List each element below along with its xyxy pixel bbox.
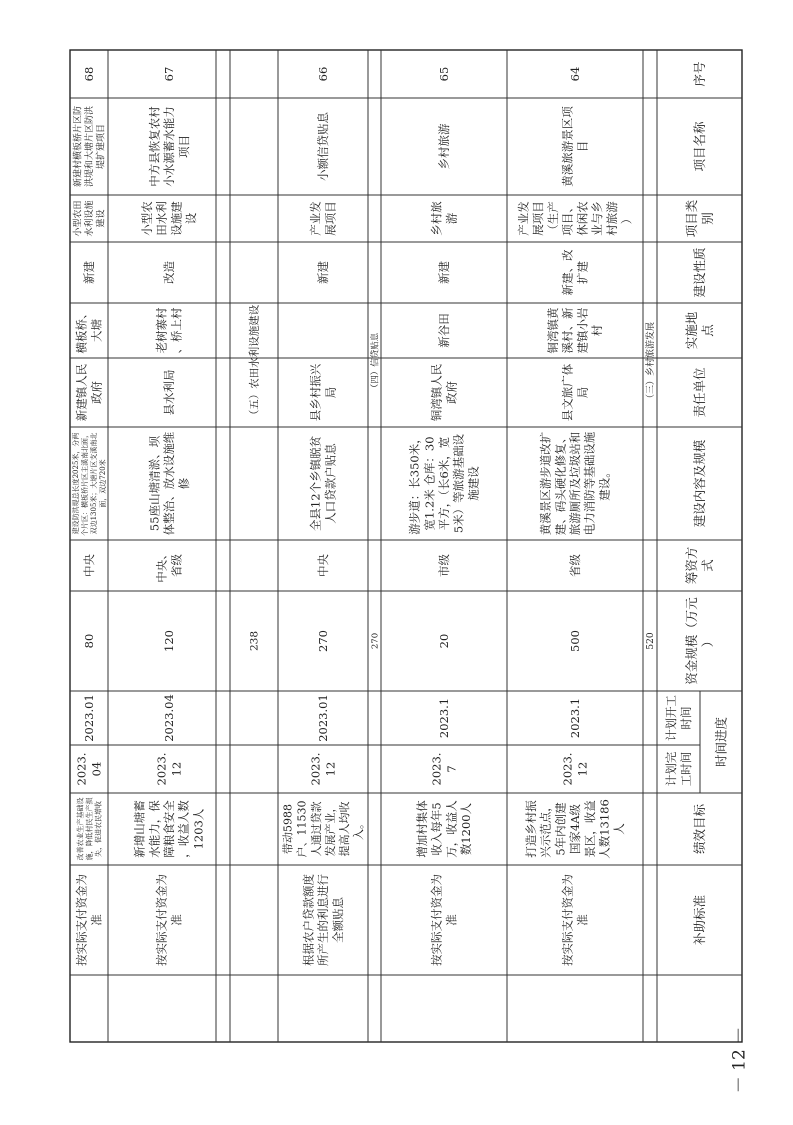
cell-subsidy: 按实际支付资金为准 [560,874,590,966]
header-nature: 建设性质 [691,247,707,298]
cell-funding: 省级 [568,554,583,577]
cell-content: 全县12个乡镇脱贫人口贷款户贴息 [308,435,338,532]
cell-content: 游步道：长350米，宽1.2米 仓库：30平方，（长6米，宽5米）等旅游基础设施建设 [407,432,481,535]
cell-amount: 120 [162,630,177,652]
cell-nature: 改造 [162,261,177,284]
cell-amount: 270 [316,630,331,652]
cell-subsidy: 按实际支付资金为准 [74,874,104,966]
section-amount: 238 [248,630,261,652]
section-title: （四）信贷贴息 [370,332,381,393]
header-name: 项目名称 [691,121,707,172]
cell-nature: 新建、改扩建 [560,249,590,296]
cell-name: 乡村旅游 [437,123,452,170]
cell-owner: 县水利局 [162,369,177,416]
cell-amount: 20 [437,633,452,649]
cell-index: 68 [82,66,97,82]
header-end: 计划完工时间 [664,751,693,787]
header-subsidy: 补助标准 [691,894,707,946]
section-amount: 520 [646,632,657,650]
cell-name: 新建村横板桥片区防 洪堤和大塘片区防洪 堤扩建项目 [73,105,107,188]
cell-name: 黄溪旅游景区项目 [560,106,590,187]
cell-goal: 改善农业生产基础设施，降低村民生产损失，促进农民增收 [76,797,103,861]
cell-nature: 新建 [82,261,97,284]
cell-goal: 打造乡村振兴示范点，5年内创建国家4A级景区，收益人数13186人 [523,799,627,859]
cell-category: 小型农田水利设施建设 [139,201,199,236]
cell-name: 小额信贷贴息 [316,112,331,181]
header-amount: 资金规模（万元） [683,597,715,685]
cell-start: 2023.1 [437,697,452,739]
cell-start: 2023.1 [568,697,583,739]
cell-index: 67 [162,66,177,82]
header-category: 项目类别 [683,199,715,238]
cell-funding: 中央、省级 [154,548,184,583]
cell-goal: 带动5988户、11530人通过贷款发展产业，提高人均收入。 [281,800,366,858]
cell-location: 老树寨村、桥上村 [154,307,184,354]
header-funding: 筹资方式 [683,546,715,585]
section-title: （五）农田水利设施建设 [248,304,261,421]
cell-amount: 80 [82,633,97,649]
cell-category: 产业发展项目 [308,201,338,236]
section-amount: 270 [370,632,381,650]
header-index: 序号 [691,61,707,87]
cell-name: 中方县恢复农村小水源蓄水能力项目 [147,106,191,187]
cell-amount: 500 [568,630,583,652]
cell-goal: 增加村集体收入每年5万，收益人数1200人 [414,800,474,858]
cell-subsidy: 按实际支付资金为准 [429,874,459,966]
cell-funding: 中央 [316,554,331,577]
table-border [70,50,742,1042]
cell-nature: 新建 [437,261,452,284]
header-goal: 绩效目标 [691,803,707,855]
cell-content: 建设防洪堤总长度2025米，分两个片区：横板桥片区主溪南北面，双边1305米；大塘片区支溪南北面，双边720米 [72,431,107,536]
cell-location: 横板桥、大塘 [74,307,104,354]
cell-end: 2023.7 [429,752,459,786]
cell-start: 2023.01 [316,694,331,742]
cell-funding: 市级 [437,554,452,577]
cell-funding: 中央 [82,554,97,577]
cell-index: 65 [437,66,452,82]
cell-location: 新谷田 [437,313,452,348]
cell-owner: 新建镇人民政府 [74,363,104,422]
cell-content: 55座山塘清淤、坝体整治、放水设施维修 [147,431,191,536]
header-start: 计划开工时间 [664,695,693,741]
cell-index: 64 [568,66,583,82]
header-location: 实施地点 [683,311,715,350]
cell-goal: 新增山塘蓄水能力，保障粮食安全，收益人数1203人 [132,800,206,858]
cell-owner: 县乡村振兴局 [308,363,338,422]
cell-content: 黄溪景区游步道改扩建、码头硬化修复、旅游厕所及垃圾站和电力消防等基础设施建设。 [538,431,612,536]
cell-category: 乡村旅游 [429,201,459,236]
cell-subsidy: 按实际支付资金为准 [154,874,184,966]
header-content: 建设内容及规模 [691,439,707,528]
cell-start: 2023.04 [162,694,177,742]
header-owner: 责任单位 [691,367,707,418]
cell-subsidy: 根据农户贷款额度所产生的利息进行全额贴息 [301,874,345,966]
cell-start: 2023.01 [82,694,97,742]
cell-owner: 铜湾镇人民政府 [429,363,459,422]
page-number: － 12 － [729,1026,750,1094]
cell-end: 2023.04 [74,752,104,786]
cell-category: 小型农田 水利设施 建设 [73,200,107,237]
section-title: （三）乡村旅游发展 [646,321,657,404]
cell-category: 产业发展项目（生产项目、休闲农业与乡村旅游） [516,201,634,236]
header-schedule: 时间进度 [713,716,729,768]
cell-nature: 新建 [316,261,331,284]
cell-end: 2023.12 [154,752,184,786]
cell-owner: 县文旅广体局 [560,363,590,422]
cell-index: 66 [316,66,331,82]
cell-location: 铜湾镇黄溪村、新建镇小岩村 [545,307,605,354]
cell-end: 2023.12 [308,752,338,786]
cell-end: 2023.12 [560,752,590,786]
